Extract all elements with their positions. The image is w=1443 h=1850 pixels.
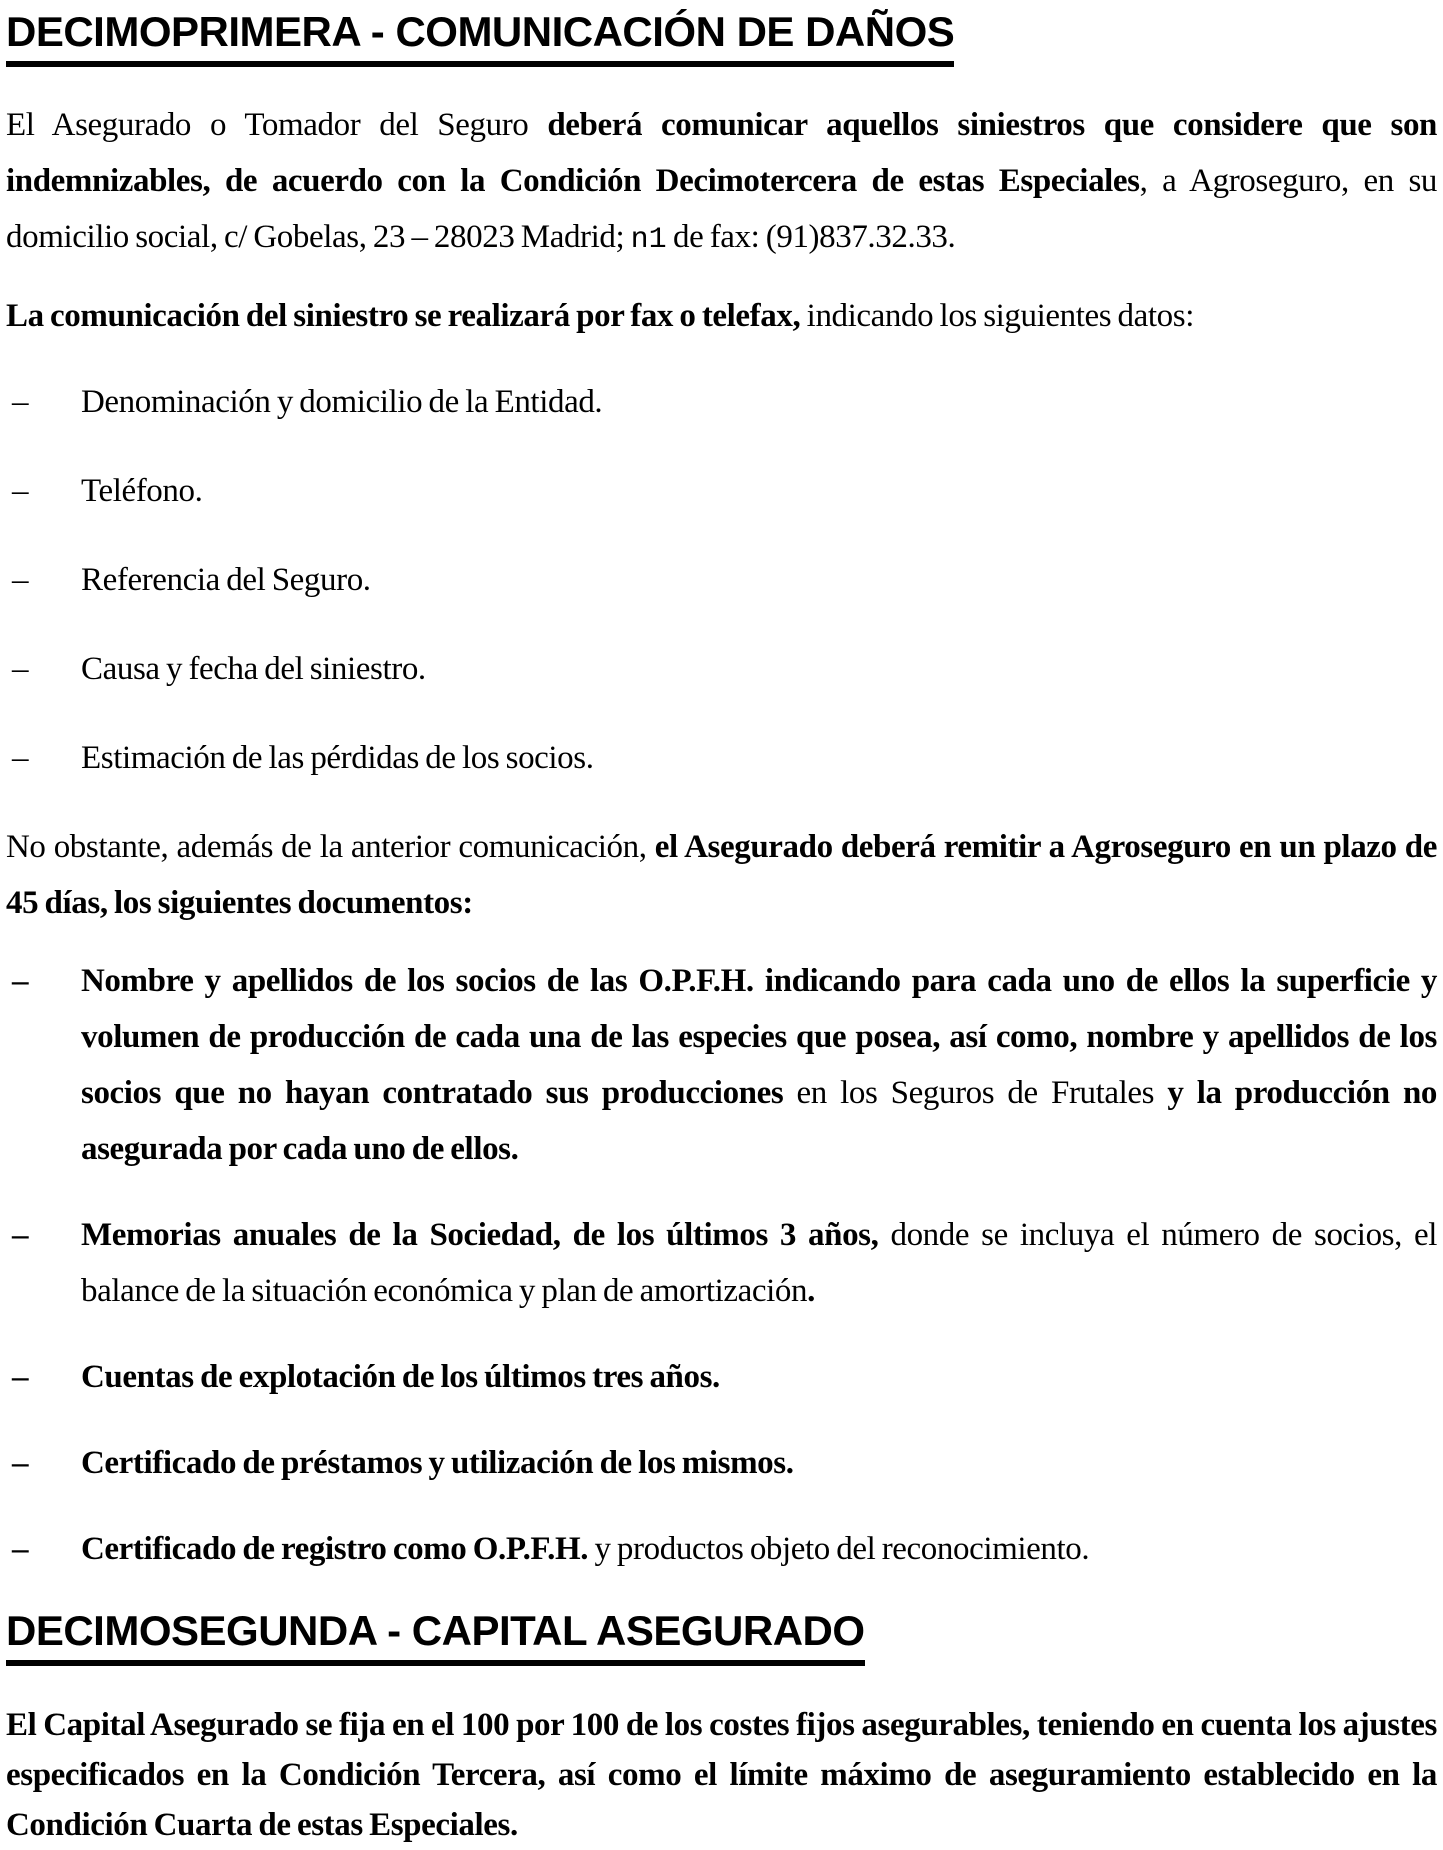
dash-marker: – [12,1217,29,1253]
paragraph-fax-requirement [6,288,1437,344]
dash-marker: – [12,651,29,687]
text-run: Cuentas de explotación de los últimos tres años. [81,1359,720,1395]
list-item-text [81,1445,794,1481]
text-run: . [807,1273,815,1309]
text-run: n1 [630,223,667,257]
text-run: , a Agroseguro, en su domicilio social, c/ Gobelas, 23 – 28023 Madrid; [6,163,1437,255]
text-run: El Asegurado o Tomador del Seguro [6,107,548,143]
text-run: Estimación de las pérdidas de los socios. [81,740,594,776]
list-item [6,1207,1437,1319]
text-run: donde se incluya el número de socios, el balance de la situación económica y plan de amortización [81,1217,1437,1309]
list-item-text [81,473,202,509]
dash-marker: – [12,740,29,776]
text-run: No obstante, además de la anterior comunicación, [6,829,655,865]
list-item [6,552,1437,608]
dash-marker: – [12,1359,29,1395]
text-run: Denominación y domicilio de la Entidad. [81,384,603,420]
list-item [6,463,1437,519]
text-run: Nombre y apellidos de los socios de las O.P.F.H. indicando para cada uno de ellos la superficie y volumen de producción de cada una de las especies que posea, así como, nombre y apellidos de los socios que no hayan contratado sus producciones [81,963,1437,1111]
dash-marker: – [12,1531,29,1567]
list-item [6,953,1437,1177]
text-run: Causa y fecha del siniestro. [81,651,426,687]
fax-data-list [6,374,1437,786]
list-item-text [81,1359,720,1395]
text-run: Referencia del Seguro. [81,562,371,598]
text-run: El Capital Asegurado se fija en el 100 por 100 de los costes fijos asegurables, teniendo en cuenta los ajustes especificados en la Condición Tercera, así como el límite máximo de aseguramiento establecido en la Condición Cuarta de estas Especiales. [6,1707,1437,1843]
list-item-text [81,1531,1089,1567]
paragraph-intro [6,97,1437,268]
list-item [6,641,1437,697]
section-heading-text: DECIMOSEGUNDA - CAPITAL ASEGURADO [6,1607,865,1666]
dash-marker: – [12,562,29,598]
list-item-text [81,384,602,420]
list-item [6,730,1437,786]
text-run: de fax: (91)837.32.33. [666,219,956,255]
text-run: Memorias anuales de la Sociedad, de los últimos 3 años, [81,1217,879,1253]
list-item [6,1521,1437,1577]
dash-marker: – [12,384,29,420]
list-item [6,1349,1437,1405]
text-run: en los Seguros de Frutales [783,1075,1168,1111]
list-item-text [81,562,371,598]
section-heading-capital-asegurado [6,1607,1437,1666]
list-item-text [81,740,594,776]
section-heading-comunicacion-de-danos [6,8,1437,67]
list-item-text [81,1217,1437,1309]
list-item-text [81,651,426,687]
document-page [6,8,1437,1850]
list-item [6,1435,1437,1491]
text-run: deberá comunicar aquellos siniestros que considere que son indemnizables, de acuerdo con la Condición Decimotercera de estas Especiales [6,107,1438,199]
text-run: La comunicación del siniestro se realizará por fax o telefax, [6,298,801,334]
dash-marker: – [12,1445,29,1481]
paragraph-capital-asegurado [6,1700,1437,1850]
text-run: Teléfono. [81,473,203,509]
dash-marker: – [12,963,29,999]
required-documents-list [6,953,1437,1577]
dash-marker: – [12,473,29,509]
text-run: Certificado de préstamos y utilización de los mismos. [81,1445,794,1481]
text-run: y la producción no asegurada por cada uno de ellos. [81,1075,1437,1167]
text-run: Certificado de registro como O.P.F.H. [81,1531,589,1567]
paragraph-documents-requirement [6,819,1437,931]
text-run: el Asegurado deberá remitir a Agroseguro en un plazo de 45 días, los siguientes documentos: [6,829,1437,921]
section-heading-text: DECIMOPRIMERA - COMUNICACIÓN DE DAÑOS [6,8,954,67]
list-item [6,374,1437,430]
text-run: y productos objeto del reconocimiento. [588,1531,1090,1567]
list-item-text [81,963,1437,1167]
text-run: indicando los siguientes datos: [800,298,1194,334]
